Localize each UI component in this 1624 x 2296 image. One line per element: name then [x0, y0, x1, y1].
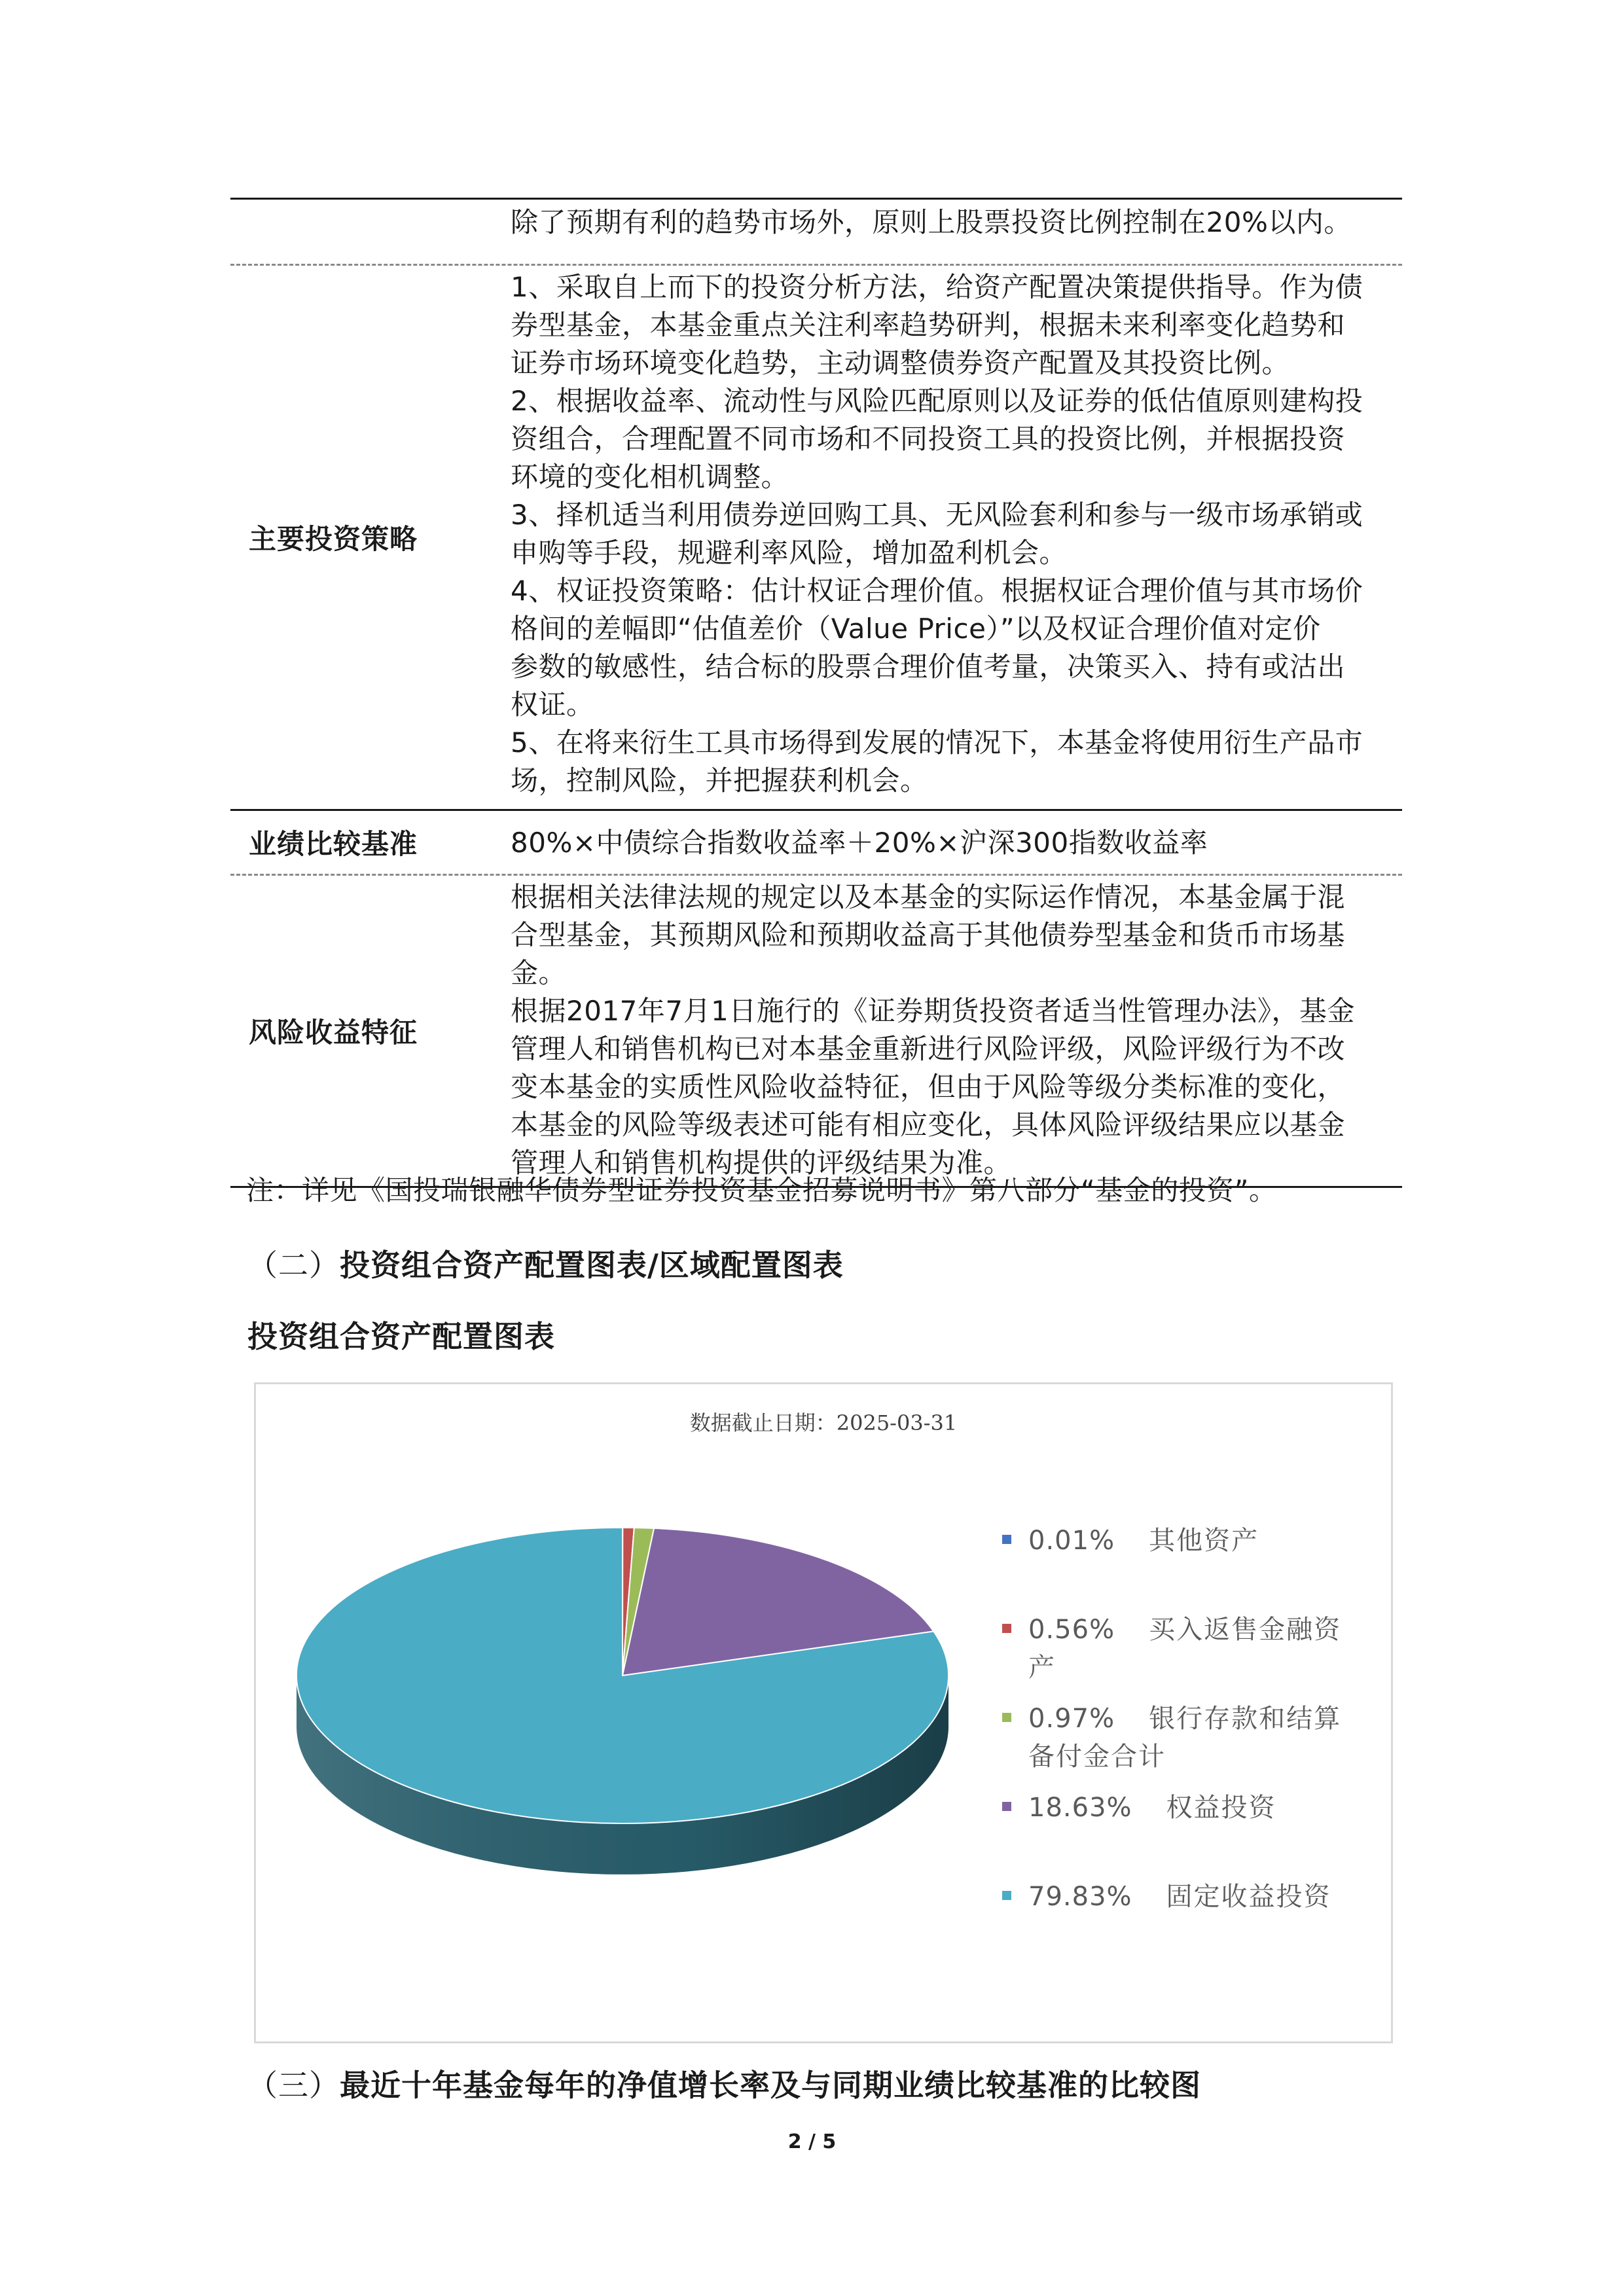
table-row-stock-limit — [230, 198, 1402, 264]
row-label-risk: 风险收益特征 — [249, 1016, 418, 1049]
table-row-benchmark — [230, 809, 1402, 874]
legend-percent: 18.63% — [1028, 1793, 1132, 1823]
section-3-number: （三） — [247, 2068, 340, 2103]
legend-percent: 0.97% — [1028, 1704, 1115, 1734]
table-note: 注：详见《国投瑞银融华债券型证券投资基金招募说明书》第八部分“基金的投资”。 — [246, 1174, 1277, 1206]
row-label-strategy: 主要投资策略 — [249, 523, 418, 555]
chart-date-subtitle: 数据截止日期：2025-03-31 — [689, 1410, 958, 1435]
risk-text-line: 金。 — [511, 957, 567, 989]
strategy-text-line: 格间的差幅即“估值差价（Value Price）”以及权证合理价值对定价 — [511, 613, 1321, 645]
risk-text-line: 本基金的风险等级表述可能有相应变化，具体风险评级结果应以基金 — [511, 1109, 1346, 1141]
risk-text-line: 根据2017年7月1日施行的《证券期货投资者适当性管理办法》，基金 — [511, 995, 1355, 1027]
risk-text-line: 根据相关法律法规的规定以及本基金的实际运作情况，本基金属于混 — [511, 881, 1346, 913]
strategy-text-line: 环境的变化相机调整。 — [511, 461, 789, 493]
table-row-risk — [230, 874, 1402, 1188]
legend-swatch — [1002, 1802, 1011, 1811]
strategy-text-line: 申购等手段，规避利率风险，增加盈利机会。 — [511, 537, 1068, 569]
legend-percent: 0.01% — [1028, 1526, 1115, 1556]
row-label-empty — [230, 200, 505, 264]
strategy-text-line: 证券市场环境变化趋势，主动调整债券资产配置及其投资比例。 — [511, 347, 1290, 379]
strategy-text-line: 3、择机适当利用债券逆回购工具、无风险套利和参与一级市场承销或 — [511, 499, 1363, 531]
legend-swatch — [1002, 1624, 1011, 1633]
strategy-text-line: 参数的敏感性，结合标的股票合理价值考量，决策买入、持有或沽出 — [511, 651, 1346, 683]
table-row-strategy — [230, 264, 1402, 809]
strategy-text-line: 资组合，合理配置不同市场和不同投资工具的投资比例，并根据投资 — [511, 423, 1346, 455]
benchmark-text: 80%×中债综合指数收益率＋20%×沪深300指数收益率 — [511, 827, 1208, 859]
section-2-number: （二） — [247, 1247, 340, 1283]
risk-text — [505, 876, 1402, 1186]
section-heading-2 — [247, 1242, 844, 1285]
legend-item — [1002, 1611, 1369, 1687]
legend-percent: 79.83% — [1028, 1882, 1132, 1912]
legend-swatch — [1002, 1713, 1011, 1722]
risk-text-line: 变本基金的实质性风险收益特征，但由于风险等级分类标准的变化， — [511, 1071, 1346, 1103]
legend-swatch — [1002, 1891, 1011, 1900]
strategy-text-line: 场，控制风险，并把握获利机会。 — [511, 764, 928, 797]
legend-percent: 0.56% — [1028, 1615, 1115, 1645]
risk-text-line: 管理人和销售机构已对本基金重新进行风险评级，风险评级行为不改 — [511, 1033, 1346, 1065]
strategy-text-line: 1、采取自上而下的投资分析方法，给资产配置决策提供指导。作为债 — [511, 271, 1363, 303]
legend-item — [1002, 1522, 1369, 1560]
legend-item — [1002, 1789, 1369, 1827]
page-number: 2 / 5 — [787, 2130, 837, 2153]
asset-allocation-chart — [254, 1382, 1393, 2043]
strategy-text-line: 券型基金，本基金重点关注利率趋势研判，根据未来利率变化趋势和 — [511, 309, 1346, 341]
strategy-text-line: 权证。 — [511, 689, 594, 721]
section-heading-3 — [247, 2062, 1201, 2105]
legend-label: 其他资产 — [1149, 1526, 1259, 1556]
strategy-text-line: 2、根据收益率、流动性与风险匹配原则以及证券的低估值原则建构投 — [511, 385, 1363, 417]
legend-label: 固定收益投资 — [1166, 1882, 1331, 1912]
legend-label: 权益投资 — [1166, 1793, 1276, 1823]
legend-item — [1002, 1878, 1369, 1916]
risk-text-line: 管理人和销售机构提供的评级结果为准。 — [511, 1147, 1012, 1179]
legend-label: 银行存款和结算备付金合计 — [1028, 1704, 1342, 1772]
risk-text-line: 合型基金，其预期风险和预期收益高于其他债券型基金和货币市场基 — [511, 919, 1346, 951]
strategy-text — [505, 266, 1402, 809]
strategy-text-line: 5、在将来衍生工具市场得到发展的情况下，本基金将使用衍生产品市 — [511, 726, 1363, 759]
legend-swatch — [1002, 1535, 1011, 1544]
section-3-title: 最近十年基金每年的净值增长率及与同期业绩比较基准的比较图 — [340, 2068, 1201, 2103]
row-label-benchmark: 业绩比较基准 — [249, 828, 418, 860]
strategy-text-line: 4、权证投资策略：估计权证合理价值。根据权证合理价值与其市场价 — [511, 575, 1363, 607]
legend-label: 买入返售金融资产 — [1028, 1615, 1342, 1683]
stock-limit-text: 除了预期有利的趋势市场外，原则上股票投资比例控制在20%以内。 — [511, 206, 1352, 238]
fund-info-table — [230, 198, 1402, 1188]
subsection-heading-asset-chart: 投资组合资产配置图表 — [247, 1319, 555, 1354]
section-2-title: 投资组合资产配置图表/区域配置图表 — [340, 1247, 844, 1283]
legend-item — [1002, 1700, 1369, 1776]
